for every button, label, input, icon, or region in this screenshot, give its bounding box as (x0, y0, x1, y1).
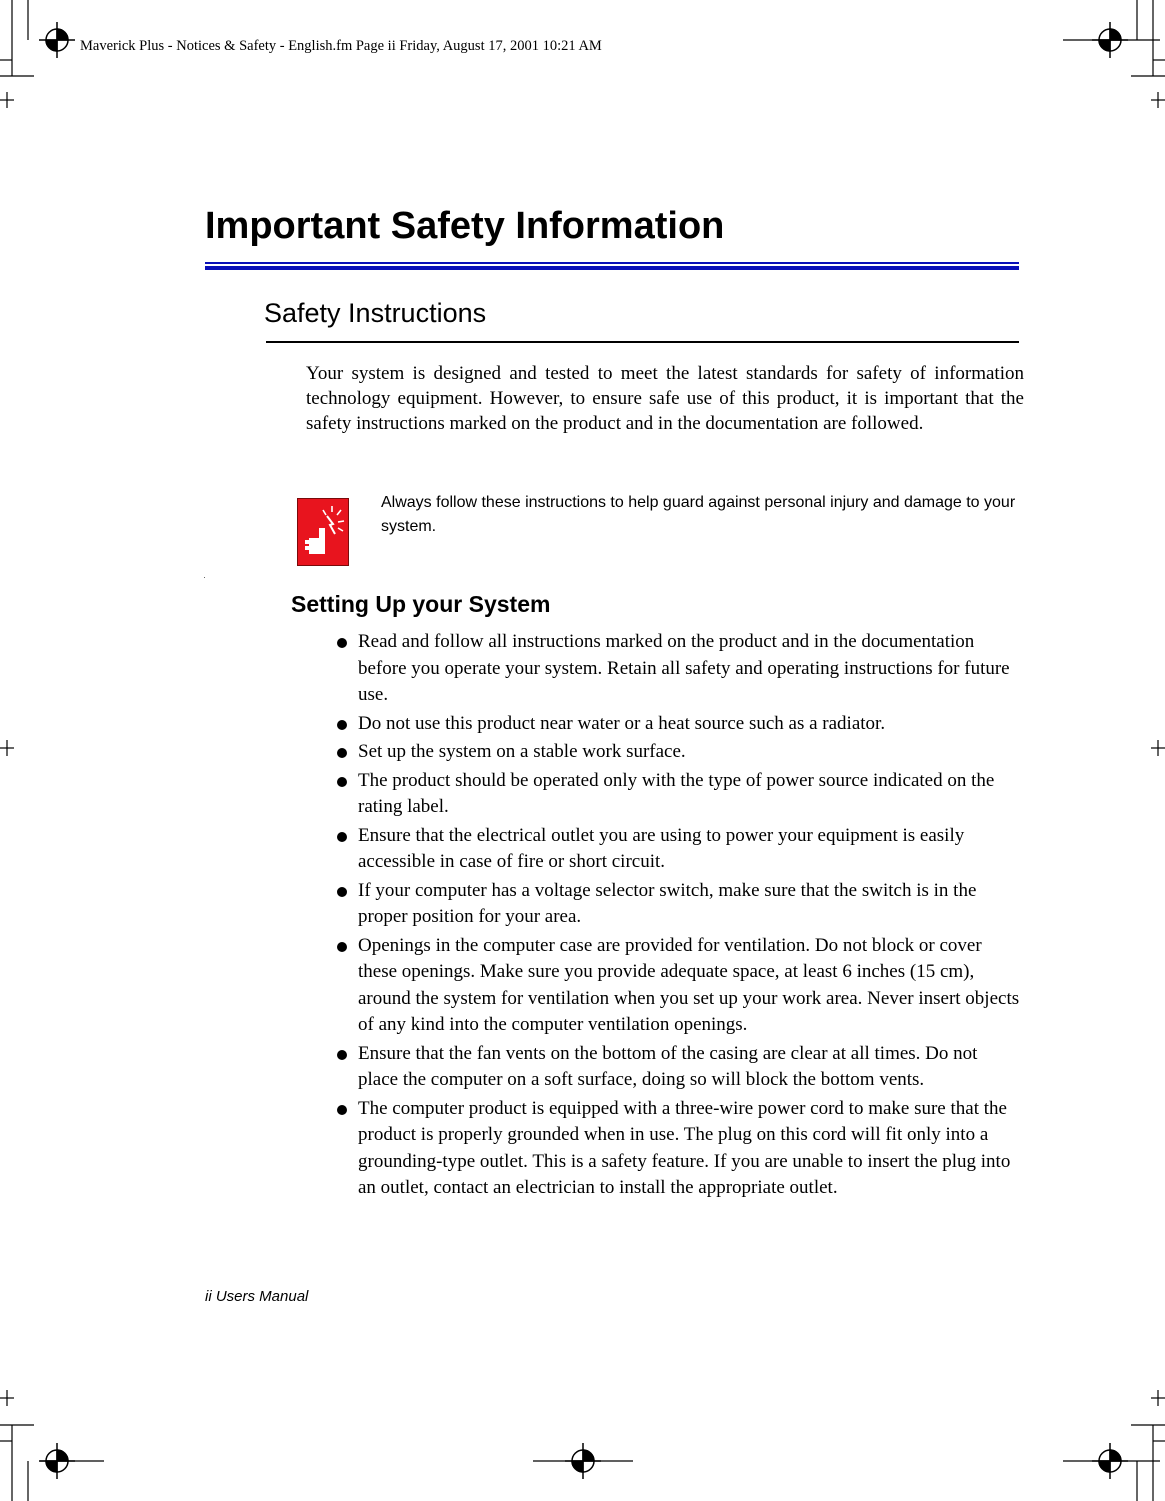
warning-text: Always follow these instructions to help guard against personal injury and damage to your system. (381, 494, 1016, 535)
stray-mark (204, 577, 205, 578)
instruction-list (337, 629, 1020, 1204)
list-item: Ensure that the fan vents on the bottom of the casing are clear at all times. Do not place the computer on a soft surface, doing so will block the bottom vents. (337, 1041, 1020, 1094)
section-rule (266, 341, 1019, 343)
intro-paragraph: Your system is designed and tested to meet the latest standards for safety of information technology equipment. However, to ensure safe use of this product, it is important that the safety instructions marked on the product and in the documentation are followed. (306, 363, 1024, 434)
page-title: Important Safety Information (205, 205, 725, 247)
list-item: Do not use this product near water or a heat source such as a radiator. (337, 711, 1020, 738)
print-slug: Maverick Plus - Notices & Safety - English.fm Page ii Friday, August 17, 2001 10:21 AM (80, 38, 602, 54)
electric-shock-warning-icon (297, 498, 349, 566)
list-item: Set up the system on a stable work surface. (337, 739, 1020, 766)
list-item: If your computer has a voltage selector switch, make sure that the switch is in the proper position for your area. (337, 878, 1020, 931)
list-item: Openings in the computer case are provided for ventilation. Do not block or cover these openings. Make sure you provide adequate space, at least 6 inches (15 cm), around the system for ventilation when you set up your work area. Never insert objects of any kind into the computer ventilation openings. (337, 933, 1020, 1039)
list-item: Read and follow all instructions marked on the product and in the documentation before you operate your system. Retain all safety and operating instructions for future use. (337, 629, 1020, 709)
list-item: Ensure that the electrical outlet you are using to power your equipment is easily accessible in case of fire or short circuit. (337, 823, 1020, 876)
list-item: The product should be operated only with the type of power source indicated on the rating label. (337, 768, 1020, 821)
subsection-heading: Setting Up your System (291, 591, 551, 617)
page-footer: ii Users Manual (205, 1288, 309, 1305)
title-rule (205, 262, 1019, 272)
section-title: Safety Instructions (264, 298, 487, 328)
list-item: The computer product is equipped with a three-wire power cord to make sure that the product is properly grounded when in use. The plug on this cord will fit only into a grounding-type outlet. This is a safety feature. If you are unable to insert the plug into an outlet, contact an electrician to install the appropriate outlet. (337, 1096, 1020, 1202)
